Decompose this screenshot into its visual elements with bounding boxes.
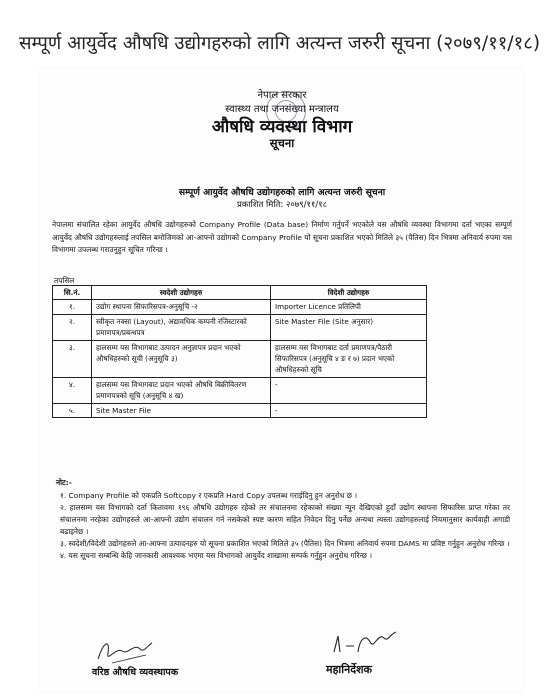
left-signature-icon [94,633,154,667]
table-row [53,403,427,417]
table-cell: ३. [53,340,92,377]
table-cell: ४. [53,377,92,403]
note-item: २. हालसम्म यस विभागको दर्ता कितावमा १९६ औषधि उद्योगहरु रहेको तर संचालनमा रहेकाको संख्या न्यून देखिएको हुदाँ उद्योग स्थापना सिफारिस प्राप्त गरेका तर संचालनमा नरहेका उद्योगहरुले आ-आफ्नो उद्योग संचालन गर्न नसकेको स्पष्ट कारण सहित निवेदन दिनु पर्नेछ अन्यथा त्यस्ता उद्योगहरुलाई नियमानुसार कार्यवाही अगाडी बढाइनेछ । [60,503,510,536]
signatory-right: महानिर्देशक [326,663,372,676]
table-row [53,300,427,314]
notice-paragraph: नेपालमा संचालित रहेका आयुर्वेद औषधि उद्योगहरुको Company Profile (Data base) निर्माण गर्नुपर्ने भएकोले यस औषधि व्यवस्था विभागमा दर्ता भएका सम्पूर्ण आयुर्वेद औषधि उद्योगहरुलाई तपसिल बमोजिमको आ-आफ्नो उद्योगको Company Profile यो सूचना प्रकाशित भएको मितिले ३५ (पैतिस) दिन भित्रमा अनिवार्य रुपमा यस विभागमा उपलब्ध गराउनुहुन सूचित गरिन्छ । [52,220,512,255]
requirements-table [52,285,427,418]
tapsil-label: तपसिल [54,276,75,285]
page-headline: सम्पूर्ण आयुर्वेद औषधि उद्योगहरुको लागि अत्यन्त जरुरी सूचना (२०७९/११/१८) [18,33,541,54]
notes-list [60,490,510,563]
table-cell: - [271,377,427,403]
note-heading: नोट:- [56,478,72,487]
right-signature-icon [330,628,400,660]
table-cell: हालसम्म यस विभागबाट प्रदान भएको औषधि बिक्रीवितरण प्रमाणपत्रको सूचि (अनुसूचि ४ ख) [92,377,271,403]
note-item: १. Company Profile को एकप्रति Softcopy र एकप्रति Hard Copy उपलब्ध गराईदिनु हुन अनुरोध छ । [60,491,358,500]
note-item: ३. स्वदेशी/विदेशी उद्योगहरुले आ-आफ्ना उत्पादनहरु यो सूचना प्रकाशित भएको मितिले ३५ (पैतिस) दिन भित्रमा अनिवार्य रुपमा DAMS मा प्रविष्ट गर्नुहुन अनुरोध गरिन्छ । [60,539,510,549]
signatory-left: वरिष्ठ औषधि व्यवस्थापक [92,667,179,678]
table-cell: २. [53,314,92,340]
notice-subject: सम्पूर्ण आयुर्वेद औषधि उद्योगहरुको लागि अत्यन्त जरुरी सूचना [178,187,386,198]
table-cell: हालसम्म यस विभागबाट उत्पादन अनुज्ञापत्र प्रदान भएको औषधिहरुको सूची (अनुसूचि ३) [92,340,271,377]
notice-heading: सूचना [269,136,295,150]
table-cell: Site Master File (Site अनुसार) [271,314,427,340]
table-header-row [53,286,427,300]
table-row [53,377,427,403]
table-cell: हालसम्म यस विभागबाट दर्ता प्रमाणपत्र/पैठारी सिफारिसपत्र (अनुसूचि ४ ङ र ७) प्रदान भएको औषधिहरुको सूचि [271,340,427,377]
table-cell: - [271,403,427,417]
notice-document [40,68,524,692]
col-header-sn: सि.नं. [53,286,92,300]
ministry-name: स्वास्थ्य तथा जनसंख्या मन्त्रालय [225,104,339,115]
note-item: ४. यस सूचना सम्बन्धि केहि जानकारी आवश्यक भएमा यस विभागको आयुर्वेद शाखामा सम्पर्क गर्नुहुन अनुरोध गरिन्छ । [60,551,373,561]
table-cell: स्वीकृत नक्सा (Layout), अद्यावधिक कम्पनी रजिस्टारको प्रमाणपत्र/प्रबन्धपत्र [92,314,271,340]
published-date: प्रकाशित मिति: २०७९/११/१८ [236,200,328,210]
col-header-domestic: स्वदेशी उद्योगहरु [92,286,271,300]
table-cell: Site Master File [92,403,271,417]
department-name: औषधि व्यवस्था विभाग [211,117,353,137]
table-cell: उद्योग स्थापना सिफारिसपत्र-अनुसूचि -२ [92,300,271,314]
table-cell: Importer Licence प्रतिलिपी [271,300,427,314]
government-name: नेपाल सरकार [257,90,307,101]
table-cell: १. [53,300,92,314]
table-cell: ५. [53,403,92,417]
col-header-foreign: विदेशी उद्योगहरु [271,286,427,300]
table-row [53,340,427,377]
table-row [53,314,427,340]
